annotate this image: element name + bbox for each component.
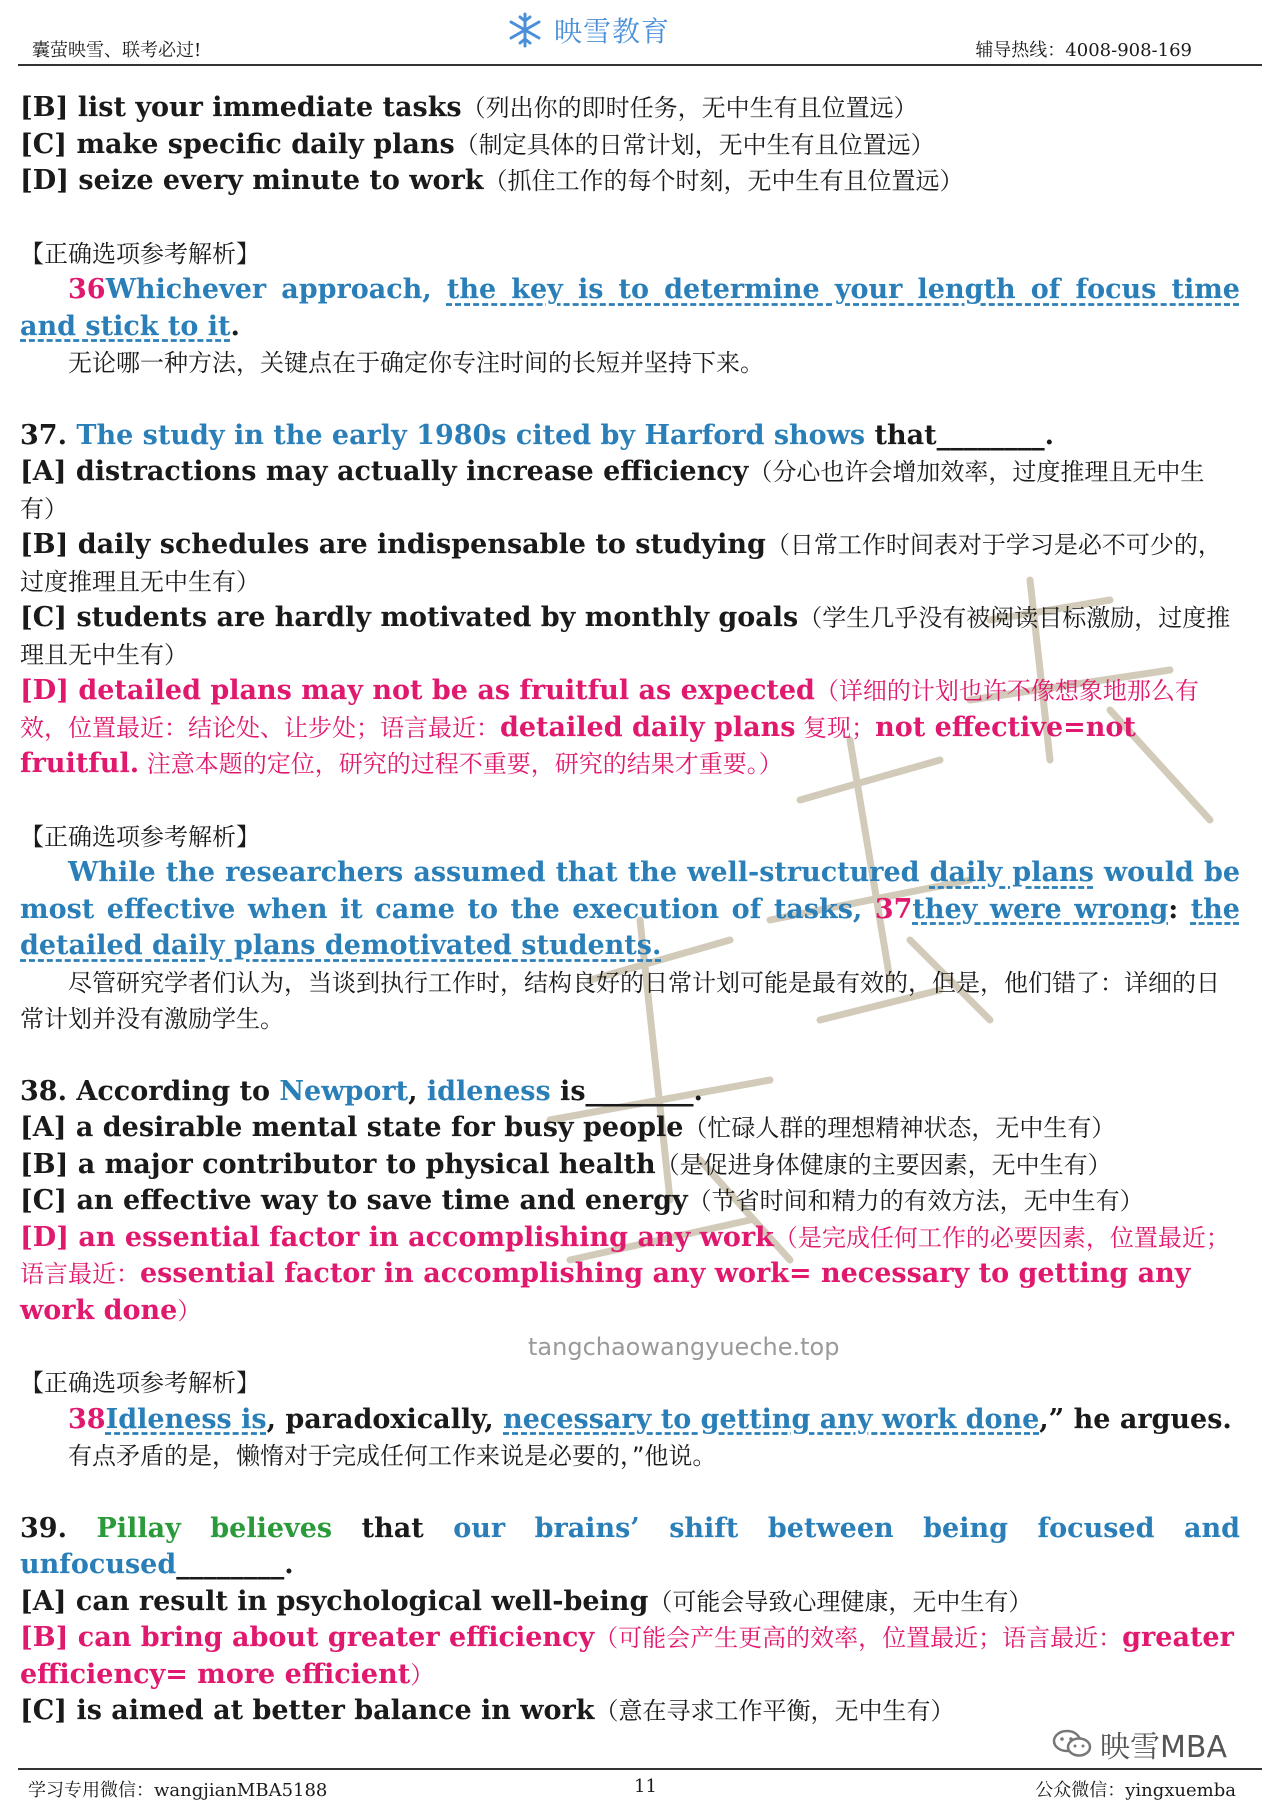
option-note: （抓住工作的每个时刻，无中生有且位置远）	[483, 167, 964, 195]
option-text: [B] a major contributor to physical health	[20, 1148, 656, 1180]
answer-text: [B] can bring about greater efficiency	[20, 1622, 595, 1653]
answer-evidence: greater efficiency= more efficient	[20, 1622, 1234, 1690]
punctuation: :	[1168, 893, 1191, 925]
analysis-heading: 【正确选项参考解析】	[20, 822, 260, 851]
q35-option-b	[20, 90, 1240, 127]
option-text: [A] distractions may actually increase efficiency	[20, 456, 749, 487]
punctuation: ,	[408, 1075, 427, 1107]
option-text: [A] a desirable mental state for busy people	[20, 1112, 684, 1143]
key-phrase: daily plans	[929, 857, 1094, 888]
answer-note: （详细的计划也许不像想象地那么有效，位置最近：结论处、让步处；语言最近：	[20, 677, 1199, 742]
q38-stem	[20, 1074, 1240, 1111]
question-number: 37.	[20, 419, 77, 451]
analysis-text: ,” he argues.	[1039, 1403, 1232, 1435]
q35-option-c	[20, 127, 1240, 164]
option-note: （学生几乎没有被阅读目标激励，过度推理且无中生有）	[20, 604, 1231, 669]
analysis-37-text	[20, 855, 1240, 965]
page-number: 11	[634, 1776, 657, 1797]
question-ref: 37	[874, 893, 913, 925]
question-ref: 36	[68, 274, 106, 305]
q37-stem	[20, 418, 1240, 455]
question-ref: 38	[68, 1403, 106, 1435]
option-text: [A] can result in psychological well-being	[20, 1585, 649, 1617]
footer-wechat-public: 公众微信：yingxuemba	[1035, 1780, 1236, 1801]
analysis-text: would be most effective when it came to the execution of tasks,	[20, 857, 1241, 925]
q37-option-c	[20, 600, 1240, 673]
q38-answer-d	[20, 1220, 1240, 1330]
site-watermark: tangchaowangyueche.top	[528, 1333, 840, 1361]
wechat-icon	[1052, 1728, 1092, 1760]
analysis-36-text	[20, 272, 1240, 345]
question-stem: The study in the early 1980s cited by Harford shows	[76, 419, 866, 451]
option-text: [C] make specific daily plans	[20, 128, 455, 160]
page-header	[18, 0, 1262, 66]
analysis-text: While the researchers assumed that the well-structured	[68, 857, 930, 888]
key-phrase: necessary to getting any work done	[503, 1403, 1040, 1435]
answer-evidence: essential factor in accomplishing any work= necessary to getting any work done	[20, 1258, 1191, 1326]
answer-note: 注意本题的定位，研究的过程不重要，研究的结果才重要。）	[139, 750, 783, 778]
wechat-badge-label: 映雪MBA	[1100, 1730, 1227, 1765]
option-note: （日常工作时间表对于学习是必不可少的，过度推理且无中生有）	[20, 531, 1222, 596]
option-note: （忙碌人群的理想精神状态，无中生有）	[683, 1114, 1116, 1142]
option-note: （节省时间和精力的有效方法，无中生有）	[687, 1187, 1144, 1215]
answer-note: ）	[410, 1660, 435, 1689]
q38-option-a	[20, 1110, 1240, 1147]
snowflake-logo-icon	[502, 10, 548, 50]
option-note: （列出你的即时任务，无中生有且位置远）	[461, 94, 918, 122]
answer-text: [D] detailed plans may not be as fruitful as expected	[20, 675, 815, 706]
q37-option-b	[20, 527, 1240, 600]
answer-note: 复现；	[795, 713, 876, 742]
q37-option-a	[20, 454, 1240, 527]
analysis-lead: Whichever approach,	[105, 274, 447, 305]
question-person: Pillay believes	[96, 1512, 333, 1544]
option-note: （可能会导致心理健康，无中生有）	[648, 1587, 1033, 1616]
option-text: [C] students are hardly motivated by monthly goals	[20, 602, 799, 633]
analysis-38-translation: 有点矛盾的是，懒惰对于完成任何工作来说是必要的，”他说。	[68, 1442, 717, 1470]
question-blank: that________.	[865, 419, 1055, 451]
wechat-badge	[1052, 1722, 1227, 1766]
option-text: [B] list your immediate tasks	[20, 92, 462, 123]
question-person: Newport	[279, 1075, 409, 1107]
option-text: [C] an effective way to save time and energy	[20, 1185, 688, 1216]
question-text: that	[332, 1512, 454, 1544]
header-logo	[502, 10, 670, 50]
question-topic: our brains’ shift between being focused and unfocused	[20, 1512, 1240, 1580]
q39-answer-b	[20, 1620, 1240, 1693]
document-body	[20, 90, 1240, 1730]
question-blank: ________.	[176, 1549, 294, 1580]
answer-text: [D] an essential factor in accomplishing any work	[20, 1221, 774, 1253]
analysis-38-text	[20, 1402, 1240, 1439]
q35-option-d	[20, 163, 1240, 200]
q38-option-c	[20, 1183, 1240, 1220]
question-topic: idleness	[426, 1075, 551, 1107]
footer-wechat-study: 学习专用微信：wangjianMBA5188	[28, 1780, 328, 1801]
logo-text: 映雪教育	[554, 15, 671, 48]
key-sentence: the key is to determine your length of focus time and stick to it	[20, 274, 1240, 342]
answer-note: （可能会产生更高的效率，位置最近；语言最近：	[594, 1624, 1123, 1652]
option-note: （意在寻求工作平衡，无中生有）	[594, 1697, 955, 1725]
analysis-heading: 【正确选项参考解析】	[20, 1369, 260, 1397]
option-note: （是促进身体健康的主要因素，无中生有）	[655, 1150, 1112, 1179]
option-text: [B] daily schedules are indispensable to studying	[20, 529, 766, 560]
answer-evidence: detailed daily plans	[500, 711, 796, 743]
punctuation: .	[230, 310, 240, 342]
analysis-heading: 【正确选项参考解析】	[20, 239, 260, 268]
q39-stem	[20, 1511, 1240, 1584]
question-number: 39.	[20, 1512, 97, 1544]
option-text: [C] is aimed at better balance in work	[20, 1695, 595, 1726]
analysis-text: , paradoxically,	[266, 1403, 504, 1435]
question-blank: is________.	[550, 1075, 703, 1107]
page-footer	[18, 1768, 1262, 1803]
option-text: [D] seize every minute to work	[20, 165, 484, 196]
analysis-36-translation: 无论哪一种方法，关键点在于确定你专注时间的长短并坚持下来。	[68, 349, 764, 377]
q39-option-a	[20, 1584, 1240, 1621]
option-note: （分心也许会增加效率，过度推理且无中生有）	[20, 458, 1205, 523]
key-phrase: Idleness is	[105, 1403, 267, 1435]
header-hotline: 辅导热线：4008-908-169	[975, 40, 1192, 61]
q37-answer-d	[20, 673, 1240, 783]
option-note: （制定具体的日常计划，无中生有且位置远）	[454, 130, 935, 159]
question-number: 38. According to	[20, 1075, 280, 1107]
answer-evidence: not effective=not fruitful.	[20, 711, 1136, 779]
key-phrase: the detailed daily plans demotivated students.	[20, 893, 1240, 961]
header-slogan: 囊萤映雪、联考必过!	[32, 40, 202, 61]
answer-note: （是完成任何工作的必要因素，位置最近；语言最近：	[20, 1223, 1230, 1288]
key-phrase: they were wrong	[912, 893, 1169, 925]
analysis-37-translation: 尽管研究学者们认为，当谈到执行工作时，结构良好的日常计划可能是最有效的，但是，他们错了：详细的日常计划并没有激励学生。	[20, 968, 1220, 1033]
q38-option-b	[20, 1147, 1240, 1184]
answer-note: ）	[177, 1296, 202, 1325]
